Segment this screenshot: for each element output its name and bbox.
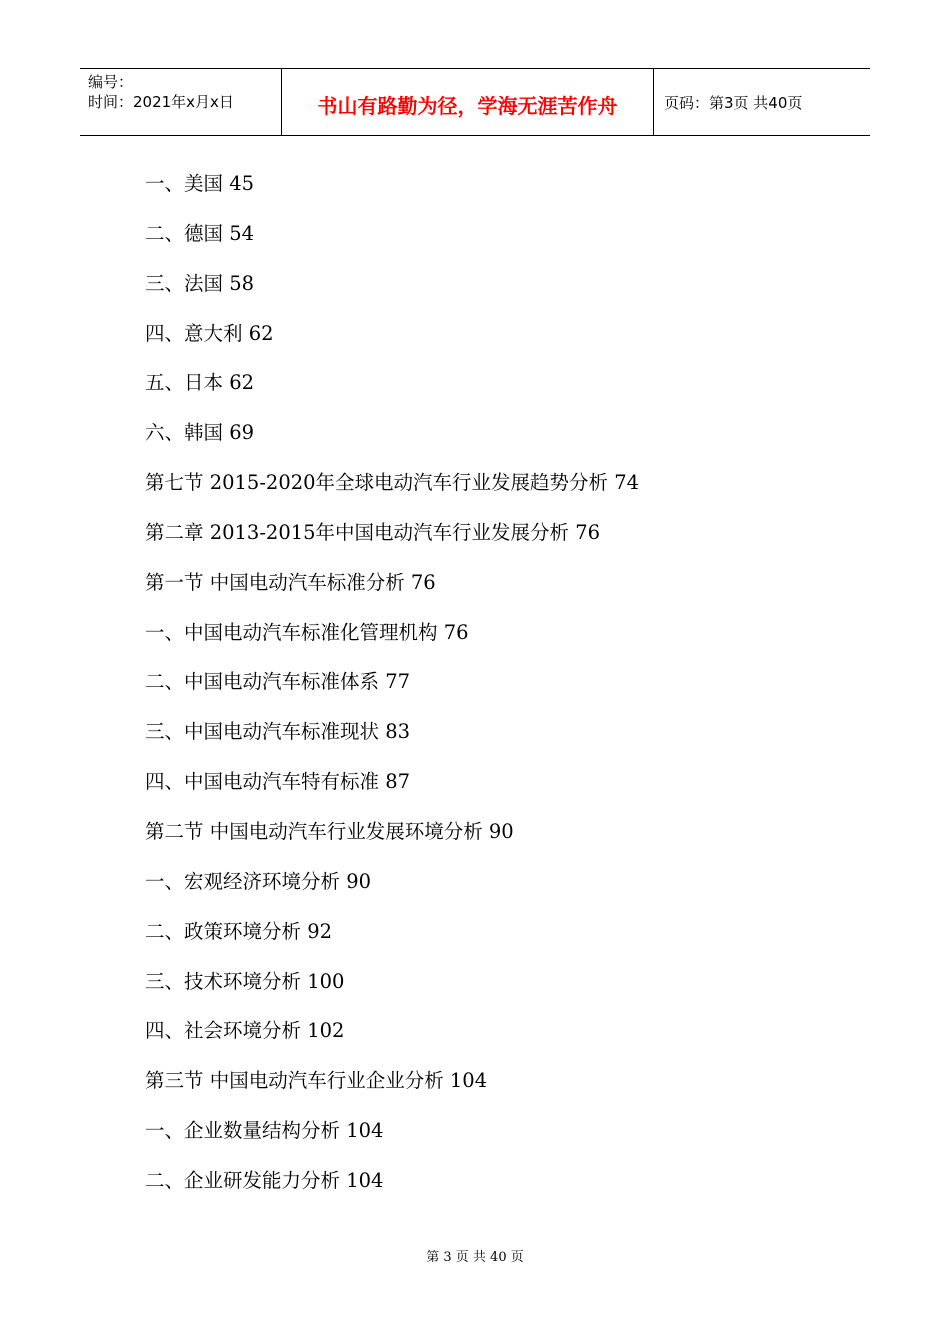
header-motto: 书山有路勤为径，学海无涯苦作舟 xyxy=(282,69,654,135)
toc-entry[interactable]: 第二节 中国电动汽车行业发展环境分析 90 xyxy=(145,819,514,843)
header-meta xyxy=(80,69,282,135)
toc-entry[interactable]: 第一节 中国电动汽车标准分析 76 xyxy=(145,570,436,594)
toc-entry[interactable]: 一、中国电动汽车标准化管理机构 76 xyxy=(145,620,469,644)
toc-entry[interactable]: 四、社会环境分析 102 xyxy=(145,1019,345,1043)
toc-entry[interactable]: 五、日本 62 xyxy=(145,371,255,395)
toc-entry[interactable]: 三、技术环境分析 100 xyxy=(145,969,345,993)
toc-entry[interactable]: 二、企业研发能力分析 104 xyxy=(145,1168,384,1192)
toc-entry[interactable]: 第二章 2013-2015年中国电动汽车行业发展分析 76 xyxy=(145,520,601,544)
toc-entry[interactable]: 第三节 中国电动汽车行业企业分析 104 xyxy=(145,1069,488,1093)
toc-entry[interactable]: 三、中国电动汽车标准现状 83 xyxy=(145,720,411,744)
toc-entry[interactable]: 四、中国电动汽车特有标准 87 xyxy=(145,770,411,794)
document-number-label: 编号： xyxy=(88,73,134,91)
toc-entry[interactable]: 第七节 2015-2020年全球电动汽车行业发展趋势分析 74 xyxy=(145,471,640,495)
toc-entry[interactable]: 一、美国 45 xyxy=(145,172,255,195)
toc-entry[interactable]: 二、德国 54 xyxy=(145,221,255,245)
toc-entry[interactable]: 一、宏观经济环境分析 90 xyxy=(145,869,372,893)
toc-entry[interactable]: 二、政策环境分析 92 xyxy=(145,919,333,943)
toc-entry[interactable]: 三、法国 58 xyxy=(145,271,255,295)
document-time-label: 时间：2021年x月x日 xyxy=(88,93,234,111)
page-footer: 第 3 页 共 40 页 xyxy=(426,1250,524,1265)
toc-entry[interactable]: 六、韩国 69 xyxy=(145,421,255,445)
page-header xyxy=(80,68,870,136)
toc-entry[interactable]: 一、企业数量结构分析 104 xyxy=(145,1119,384,1143)
toc-entry[interactable]: 二、中国电动汽车标准体系 77 xyxy=(145,670,411,694)
toc-entry[interactable]: 四、意大利 62 xyxy=(145,321,274,345)
table-of-contents xyxy=(145,170,639,1217)
header-page-info: 页码：第3页 共40页 xyxy=(664,93,803,112)
